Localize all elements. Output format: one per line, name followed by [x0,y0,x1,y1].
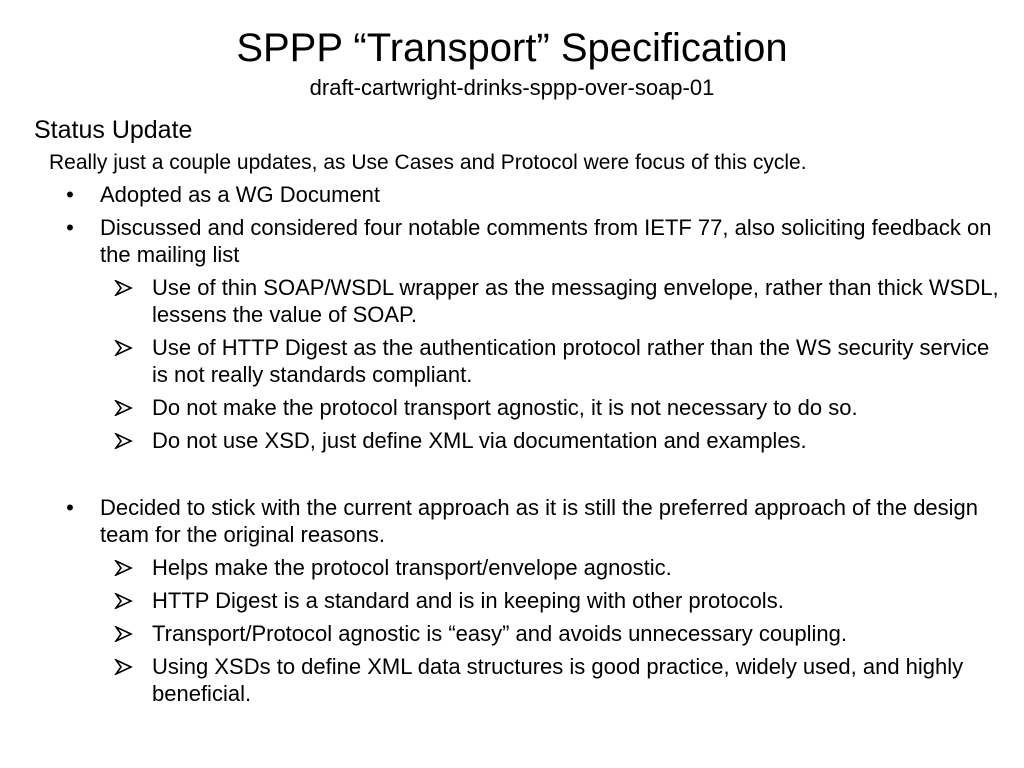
bullet-text: Adopted as a WG Document [100,182,381,207]
bullet-text: Discussed and considered four notable comments from IETF 77, also soliciting feedback on the mailing list [100,215,992,267]
sub-bullet-list [100,274,1004,454]
bullet-dot-icon: • [66,182,74,207]
section-heading: Status Update [34,116,193,144]
sub-bullet-text: HTTP Digest is a standard and is in keeping with other protocols. [152,588,784,613]
bullet-list [34,181,1004,707]
arrow-bullet-icon [114,433,134,449]
slide-title: SPPP “Transport” Specification [236,26,788,70]
slide-subtitle: draft-cartwright-drinks-sppp-over-soap-01 [309,75,715,100]
arrow-bullet-icon [114,280,134,296]
spacer [34,460,1004,488]
arrow-bullet-icon [114,560,134,576]
arrow-bullet-icon [114,340,134,356]
sub-bullet-text: Use of thin SOAP/WSDL wrapper as the messaging envelope, rather than thick WSDL, lessens the value of SOAP. [152,275,999,327]
sub-bullet-item [100,394,1004,421]
section-intro: Really just a couple updates, as Use Cases and Protocol were focus of this cycle. [49,151,807,174]
arrow-bullet-icon [114,659,134,675]
bullet-text: Decided to stick with the current approach as it is still the preferred approach of the design team for the original reasons. [100,495,979,547]
sub-bullet-text: Helps make the protocol transport/envelope agnostic. [152,555,672,580]
bullet-dot-icon: • [66,495,74,520]
slide-body [34,114,1004,713]
sub-bullet-item [100,653,1004,707]
bullet-item [34,214,1004,454]
bullet-item [34,181,1004,208]
bullet-dot-icon: • [66,215,74,240]
sub-bullet-text: Do not use XSD, just define XML via documentation and examples. [152,428,807,453]
sub-bullet-item [100,554,1004,581]
sub-bullet-text: Using XSDs to define XML data structures is good practice, widely used, and highly beneficial. [152,654,964,706]
sub-bullet-item [100,274,1004,328]
sub-bullet-text: Transport/Protocol agnostic is “easy” and avoids unnecessary coupling. [152,621,847,646]
sub-bullet-item [100,620,1004,647]
sub-bullet-text: Do not make the protocol transport agnostic, it is not necessary to do so. [152,395,858,420]
arrow-bullet-icon [114,400,134,416]
bullet-item [34,494,1004,707]
sub-bullet-item [100,587,1004,614]
sub-bullet-item [100,427,1004,454]
sub-bullet-list [100,554,1004,707]
sub-bullet-item [100,334,1004,388]
arrow-bullet-icon [114,626,134,642]
sub-bullet-text: Use of HTTP Digest as the authentication protocol rather than the WS security service is not really standards compliant. [152,335,990,387]
arrow-bullet-icon [114,593,134,609]
